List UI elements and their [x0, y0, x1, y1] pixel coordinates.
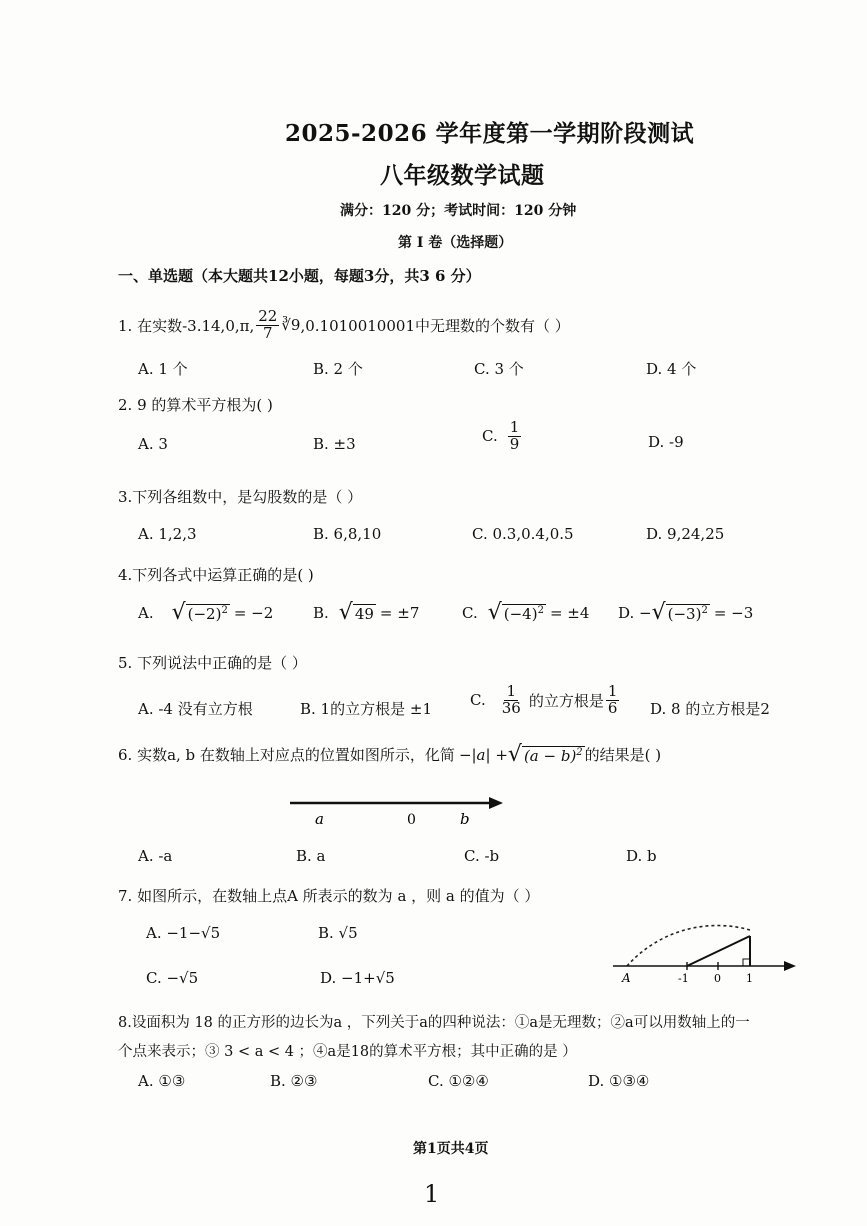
question-7-stem: 7. 如图所示，在数轴上点A 所表示的数为 a ，则 a 的值为（ ） [118, 887, 540, 905]
question-3-stem: 3.下列各组数中，是勾股数的是（ ） [118, 488, 363, 506]
q2-option-d[interactable]: D. -9 [648, 433, 684, 451]
q5-option-a[interactable]: A. -4 没有立方根 [138, 700, 253, 718]
q8-option-d[interactable]: D. ①③④ [588, 1072, 650, 1090]
section-heading: 一、单选题（本大题共12小题，每题3分，共3 6 分） [118, 267, 481, 285]
exam-meta: 满分：120 分；考试时间：120 分钟 [340, 203, 577, 219]
q4-a-radical: √ $(-2)^2$ [171, 600, 228, 625]
question-5-stem: 5. 下列说法中正确的是（ ） [118, 654, 307, 672]
q6-label-a: a [315, 810, 324, 828]
q5-option-b[interactable]: B. 1的立方根是 ±1 [300, 700, 432, 718]
q8-option-a[interactable]: A. ①③ [138, 1072, 186, 1090]
q7-axis-arrow [784, 961, 796, 971]
q8-option-b[interactable]: B. ②③ [270, 1072, 318, 1090]
q6-axis-arrow [489, 797, 503, 809]
q1-option-a[interactable]: A. 1 个 [138, 360, 188, 378]
q4-option-d[interactable]: D. − √ $(-3)^2$ = −3 [618, 600, 754, 625]
question-6-stem: 6. 实数a, b 在数轴上对应点的位置如图所示，化简 −|a| + √ $(a - b)^2$ 的结果是( ) [118, 742, 662, 767]
q4-c-radical: √ $(-4)^2$ [487, 600, 544, 625]
q1-suffix: ,0.1010010001中无理数的个数有（ ） [300, 316, 570, 335]
q2-option-a[interactable]: A. 3 [138, 435, 168, 453]
q1-option-c[interactable]: C. 3 个 [474, 360, 524, 378]
question-8-line-1: 8.设面积为 18 的正方形的边长为a ，下列关于a的四种说法：①a是无理数；②a可以用数轴上的一 [118, 1015, 750, 1031]
q5-option-d[interactable]: D. 8 的立方根是2 [650, 700, 770, 718]
question-2-stem: 2. 9 的算术平方根为( ) [118, 396, 273, 414]
q6-option-a[interactable]: A. -a [138, 847, 173, 865]
q7-figure [610, 880, 800, 990]
q7-label-a: A [622, 971, 631, 985]
q6-label-zero: 0 [407, 812, 416, 828]
page-of-footer: 第1页共4页 [413, 1141, 489, 1157]
q2-option-b[interactable]: B. ±3 [313, 435, 356, 453]
q2-option-c[interactable]: C. $\frac{1}{9}$ [482, 418, 520, 453]
q6-radical: √ $(a - b)^2$ [507, 742, 583, 767]
exam-title: 2025-2026 学年度第一学期阶段测试 [285, 120, 695, 147]
q6-label-b: b [460, 810, 470, 828]
q1-option-d[interactable]: D. 4 个 [646, 360, 697, 378]
exam-subtitle: 八年级数学试题 [380, 162, 545, 189]
q4-b-radical: √ 49 [338, 600, 374, 625]
q4-option-c[interactable]: C. √ $(-4)^2$ = ±4 [462, 600, 590, 625]
q7-label-one: 1 [746, 972, 753, 985]
q3-option-b[interactable]: B. 6,8,10 [313, 525, 382, 543]
q7-hypotenuse [687, 936, 750, 966]
q7-right-angle-mark [743, 959, 750, 966]
q7-option-d[interactable]: D. −1+√5 [320, 969, 395, 987]
q7-option-b[interactable]: B. √5 [318, 924, 358, 942]
question-8-line-2: 个点来表示；③ 3 < a < 4 ；④a是18的算术平方根；其中正确的是 ） [118, 1044, 577, 1060]
q5-c-fraction: $\frac{1}{36}$ [501, 682, 521, 717]
q6-option-b[interactable]: B. a [296, 847, 326, 865]
q1-fraction: $\frac{22}{7}$ [258, 306, 278, 342]
q3-option-d[interactable]: D. 9,24,25 [646, 525, 725, 543]
q8-option-c[interactable]: C. ①②④ [428, 1072, 489, 1090]
q4-option-b[interactable]: B. √ 49 = ±7 [313, 600, 420, 625]
q4-d-radical: √ $(-3)^2$ [651, 600, 708, 625]
q4-option-a[interactable]: A. √ $(-2)^2$ = −2 [138, 600, 274, 625]
q5-c-fraction-2: $\frac{1}{6}$ [607, 682, 618, 717]
question-1-stem [118, 305, 570, 345]
q7-option-c[interactable]: C. −√5 [146, 969, 199, 987]
question-4-stem: 4.下列各式中运算正确的是( ) [118, 566, 314, 584]
q5-option-c[interactable]: C. $\frac{1}{36}$ 的立方根是 $\frac{1}{6}$ [470, 682, 618, 717]
page-number: 1 [424, 1180, 440, 1208]
q7-option-a[interactable]: A. −1−√5 [146, 924, 221, 942]
q7-label-zero: 0 [714, 972, 721, 985]
q7-label-minus-one: -1 [678, 972, 689, 985]
q3-option-c[interactable]: C. 0.3,0.4,0.5 [472, 525, 574, 543]
q6-option-c[interactable]: C. -b [464, 847, 500, 865]
q1-prefix: 1. 在实数-3.14,0,π, [118, 316, 255, 335]
volume-heading: 第 I 卷（选择题） [398, 235, 513, 251]
q3-option-a[interactable]: A. 1,2,3 [138, 525, 197, 543]
q6-number-line [285, 790, 515, 830]
q1-cube-root: ∛9 [281, 316, 301, 334]
q6-option-d[interactable]: D. b [626, 847, 657, 865]
q1-option-b[interactable]: B. 2 个 [313, 360, 363, 378]
q2-c-fraction: $\frac{1}{9}$ [509, 418, 520, 453]
